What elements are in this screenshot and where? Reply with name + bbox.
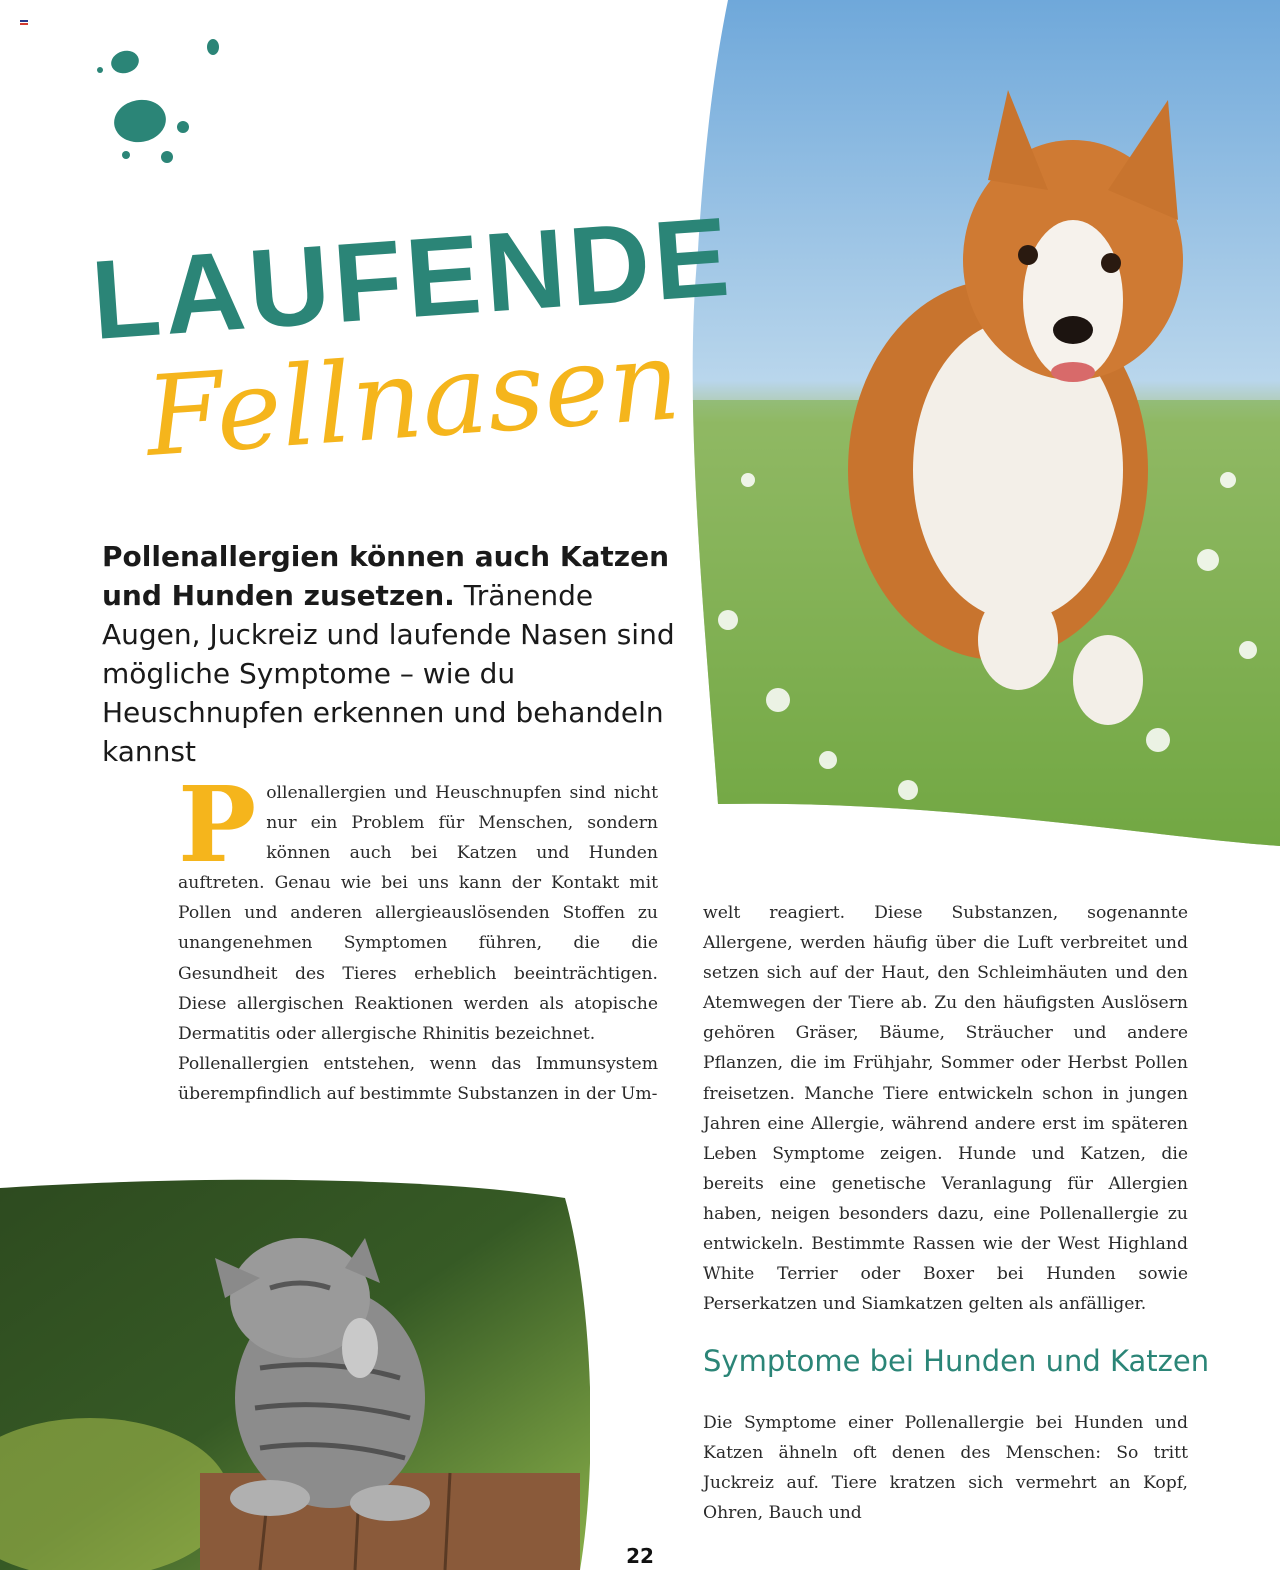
lead-paragraph <box>102 537 682 771</box>
article-paragraph-1: ollenallergien und Heuschnupfen sind nicht nur ein Problem für Menschen, sondern können auch bei Katzen und Hunden auftreten. Genau wie bei uns kann der Kontakt mit Pollen und anderen allergieauslösenden Stoffen zu unangenehmen Symptomen führen, die die Gesundheit des Tieres erheblich beeinträchtigen. Diese allergischen Reaktionen werden als atopische Dermatitis oder allergische Rhinitis bezeichnet. <box>178 783 658 1044</box>
dog-running-photo <box>688 0 1280 846</box>
article-paragraph-2: Pollenallergien entstehen, wenn das Immunsystem überempfindlich auf bestimmte Substanzen in der Um- <box>178 1053 658 1104</box>
kitten-photo <box>0 1168 590 1570</box>
section-heading: Symptome bei Hunden und Katzen <box>703 1344 1210 1378</box>
title-line-1: LAUFENDE <box>87 193 737 363</box>
lead-bold: Pollenallergien können auch Katzen und Hunden zusetzen. <box>102 540 670 612</box>
german-flag-icon <box>20 20 28 25</box>
article-column-1 <box>178 763 658 1109</box>
article-column-3: Die Symptome einer Pollenallergie bei Hunden und Katzen ähneln oft denen des Menschen: So tritt Juckreiz auf. Tiere kratzen sich vermehrt an Kopf, Ohren, Bauch und <box>703 1413 1188 1524</box>
drop-cap: P <box>178 763 257 886</box>
paint-splash-decoration <box>92 36 232 166</box>
page-number: 22 <box>626 1544 654 1568</box>
article-column-2: welt reagiert. Diese Substanzen, sogenannte Allergene, werden häufig über die Luft verbreitet und setzen sich auf der Haut, den Schleimhäuten und den Atemwegen der Tiere ab. Zu den häufigsten Auslösern gehören Gräser, Bäume, Sträucher und andere Pflanzen, die im Frühjahr, Sommer oder Herbst Pollen freisetzen. Manche Tiere entwickeln schon in jungen Jahren eine Allergie, während andere erst im späteren Leben Symptome zeigen. Hunde und Katzen, die bereits eine genetische Veranlagung für Allergien haben, neigen besonders dazu, eine Pollenallergie zu entwickeln. Bestimmte Rassen wie der West Highland White Terrier oder Boxer bei Hunden sowie Perserkatzen und Siamkatzen gelten als anfälliger. <box>703 903 1188 1315</box>
title-line-2: Fellnasen <box>141 315 684 481</box>
lead-rest: Tränende Augen, Juckreiz und laufende Nasen sind mögliche Symptome – wie du Heuschnupfen erkennen und behandeln kannst <box>102 579 675 768</box>
